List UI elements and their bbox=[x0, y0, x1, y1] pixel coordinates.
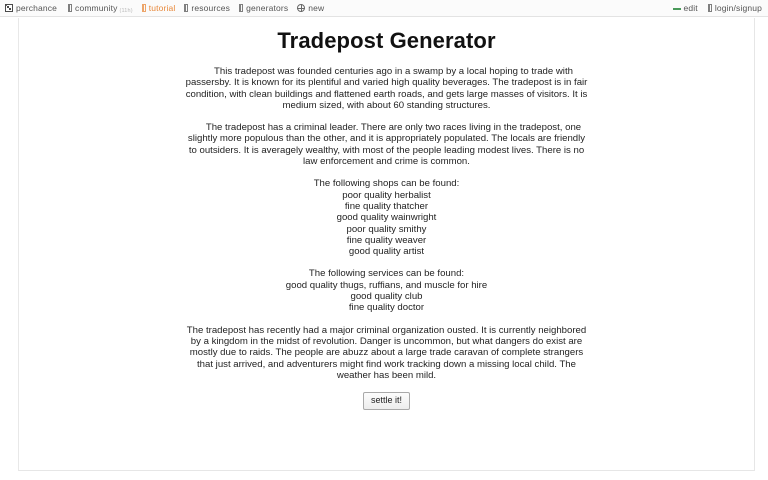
shops-section bbox=[186, 178, 588, 257]
services-heading: The following services can be found: bbox=[308, 268, 465, 280]
service-list-item: fine quality doctor bbox=[348, 302, 425, 314]
nav-left-group bbox=[5, 3, 663, 13]
service-list-item: good quality thugs, ruffians, and muscle for hire bbox=[285, 279, 488, 291]
shop-list-item: good quality wainwright bbox=[336, 212, 437, 224]
services-list bbox=[186, 280, 588, 314]
services-section bbox=[186, 268, 588, 313]
shop-list-item: fine quality weaver bbox=[346, 234, 427, 246]
paragraph-society: The tradepost has a criminal leader. There are only two races living in the tradepost, one slightly more populous than the other, and it is appropriately populated. The locals are friendly to outsiders. It is averagely wealthy, with most of the people leading modest lives. There is no law enforcement and crime is common. bbox=[187, 122, 586, 168]
nav-community-badge: (11h) bbox=[119, 7, 133, 14]
nav-tutorial-label: tutorial bbox=[148, 3, 176, 14]
globe-icon bbox=[297, 4, 305, 12]
book-icon bbox=[142, 4, 146, 12]
settle-button-wrap bbox=[186, 392, 588, 410]
nav-login-signup-label: login/signup bbox=[714, 3, 762, 14]
settle-it-button[interactable]: settle it! bbox=[363, 392, 410, 410]
nav-generators[interactable] bbox=[239, 3, 288, 13]
book-icon bbox=[708, 4, 712, 12]
shop-list-item: poor quality smithy bbox=[346, 223, 427, 235]
book-icon bbox=[184, 4, 188, 12]
nav-tutorial[interactable] bbox=[142, 3, 176, 13]
shop-list-item: good quality artist bbox=[348, 246, 425, 258]
paragraph-description: This tradepost was founded centuries ago in a swamp by a local hoping to trade with passersby. It is known for its plentiful and varied high quality beverages. The tradepost is in fair condition, with clean buildings and flattened earth roads, and gets large masses of visitors. It is medium sized, with about 60 standing structures. bbox=[185, 66, 588, 111]
nav-resources-label: resources bbox=[191, 3, 231, 14]
top-navigation-bar bbox=[0, 0, 768, 17]
generator-output-body bbox=[186, 66, 588, 410]
perchance-logo-icon bbox=[5, 4, 13, 12]
nav-new-label: new bbox=[308, 3, 325, 14]
generator-content-frame bbox=[18, 18, 755, 471]
page-title: Tradepost Generator bbox=[277, 28, 496, 53]
nav-perchance-label: perchance bbox=[16, 3, 58, 14]
nav-perchance[interactable] bbox=[5, 3, 57, 13]
generator-page bbox=[19, 18, 754, 410]
nav-new[interactable] bbox=[297, 3, 324, 13]
nav-edit-label: edit bbox=[683, 2, 698, 13]
nav-login-signup[interactable] bbox=[708, 3, 762, 13]
pencil-icon bbox=[673, 8, 681, 10]
nav-community-label: community bbox=[75, 3, 118, 13]
book-icon bbox=[239, 4, 243, 12]
nav-edit[interactable] bbox=[673, 4, 698, 13]
shops-list bbox=[186, 190, 588, 258]
book-icon bbox=[68, 4, 72, 12]
nav-community[interactable] bbox=[68, 3, 133, 13]
paragraph-events: The tradepost has recently had a major criminal organization ousted. It is currently neighbored by a kingdom in the midst of revolution. Danger is uncommon, but what dangers do exist are mostly due to raids. The people are abuzz about a large trade caravan of complete strangers that just arrived, and adventurers might find work tracking down a missing local child. The weather has been mild. bbox=[186, 324, 587, 381]
nav-resources[interactable] bbox=[184, 3, 230, 13]
shop-list-item: poor quality herbalist bbox=[342, 189, 431, 201]
nav-generators-label: generators bbox=[246, 3, 289, 14]
service-list-item: good quality club bbox=[350, 291, 423, 303]
shops-heading: The following shops can be found: bbox=[313, 178, 460, 190]
shop-list-item: fine quality thatcher bbox=[344, 200, 429, 212]
nav-right-group bbox=[663, 3, 762, 13]
